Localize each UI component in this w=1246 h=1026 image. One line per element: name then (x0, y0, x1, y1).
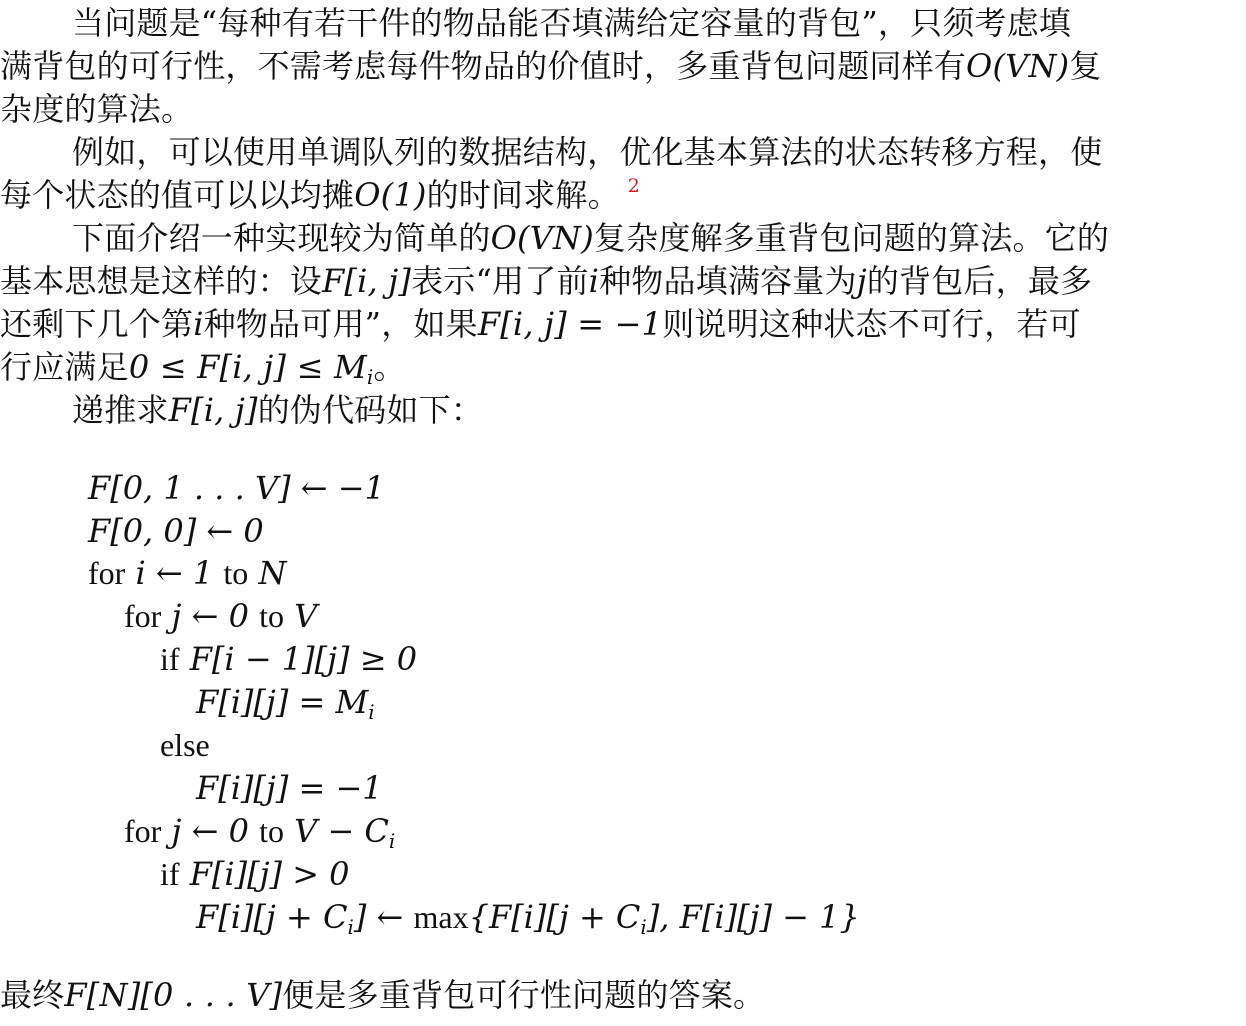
keyword-if: if (160, 641, 180, 677)
var-i: i (193, 305, 204, 343)
paragraph-2-line-1 (72, 131, 1102, 173)
pseudocode-line-10 (160, 853, 350, 895)
keyword-for: for (124, 598, 162, 634)
code-text: {F[i][j + C (468, 898, 641, 936)
subscript: i (366, 365, 374, 389)
keyword-to: to (223, 555, 249, 591)
text: 种物品填满容量为 (599, 262, 857, 300)
text: 行应满足 (0, 348, 129, 386)
code-text: F[i][j] > 0 (189, 855, 350, 893)
paragraph-3-line-4 (0, 346, 406, 388)
keyword-for: for (124, 813, 162, 849)
complexity-math: O(1) (354, 176, 427, 214)
paragraph-3-line-3 (0, 303, 1081, 345)
pseudocode-line-1 (88, 467, 385, 509)
code-text: ] ← (353, 898, 404, 936)
code-text: N (258, 554, 287, 592)
paragraph-4-line-1 (72, 389, 483, 431)
subscript: i (347, 915, 354, 939)
text: 满背包的可行性，不需考虑每件物品的价值时，多重背包问题同样有 (0, 47, 967, 85)
answer-math: F[N][0 . . . V] (64, 976, 283, 1014)
pseudocode-line-9 (124, 810, 395, 852)
text: 复 (1069, 47, 1102, 85)
code-text: i ← 1 (135, 554, 214, 592)
keyword-if: if (160, 856, 180, 892)
code-text: V (294, 597, 318, 635)
text: 递推求 (72, 391, 169, 429)
code-text: F[0, 1 . . . V] ← −1 (88, 469, 385, 507)
pseudocode-line-8 (196, 767, 383, 809)
text: 种物品可用”，如果 (203, 305, 478, 343)
var-j: j (856, 262, 867, 300)
subscript: i (368, 700, 375, 724)
constraint-math: 0 ≤ F[i, j] ≤ M (128, 348, 367, 386)
pseudocode-line-3 (88, 552, 286, 594)
complexity-math: O(VN) (490, 219, 594, 257)
text: 例如，可以使用单调队列的数据结构，优化基本算法的状态转移方程，使 (72, 133, 1103, 171)
code-text: F[i][j] = M (196, 683, 369, 721)
text: 。 (373, 348, 406, 386)
state-math: F[i, j] (322, 262, 412, 300)
text: 最终 (0, 976, 65, 1014)
text: 下面介绍一种实现较为简单的 (72, 219, 491, 257)
paragraph-2-line-2 (0, 174, 640, 216)
keyword-to: to (259, 813, 284, 849)
code-text: F[i][j + C (196, 898, 348, 936)
pseudocode-line-2 (88, 510, 264, 552)
code-text: F[i][j] = −1 (196, 769, 383, 807)
paragraph-1-line-3 (0, 88, 193, 130)
code-text: F[0, 0] ← 0 (88, 512, 264, 550)
text: 杂度的算法。 (0, 90, 194, 128)
keyword-to: to (259, 598, 284, 634)
pseudocode-line-11 (196, 896, 860, 938)
pseudocode-line-6 (196, 681, 375, 723)
paragraph-3-line-1 (72, 217, 1109, 259)
complexity-math: O(VN) (966, 47, 1070, 85)
subscript: i (640, 915, 647, 939)
code-text: j ← 0 (171, 597, 249, 635)
text: 便是多重背包可行性问题的答案。 (282, 976, 766, 1014)
code-text: j ← 0 (171, 812, 249, 850)
code-text: F[i − 1][j] ≥ 0 (189, 640, 418, 678)
text: 还剩下几个第 (0, 305, 194, 343)
var-i: i (588, 262, 600, 300)
keyword-max: max (413, 899, 469, 935)
pseudocode-line-7 (160, 724, 210, 766)
text: 的时间求解。 (426, 176, 620, 214)
conclusion-line (0, 974, 765, 1016)
footnote-marker[interactable]: 2 (627, 175, 641, 197)
text: 表示“用了前 (411, 262, 589, 300)
state-math: F[i, j] (168, 391, 258, 429)
state-math: F[i, j] = −1 (477, 305, 663, 343)
text: 每个状态的值可以以均摊 (0, 176, 355, 214)
code-text: ], F[i][j] − 1} (646, 898, 860, 936)
keyword-else: else (160, 727, 210, 763)
pseudocode-line-4 (124, 595, 317, 637)
text: 的伪代码如下： (257, 391, 484, 429)
keyword-for: for (88, 555, 126, 591)
text: 当问题是“每种有若干件的物品能否填满给定容量的背包”，只须考虑填 (72, 4, 1072, 42)
paragraph-1-line-2 (0, 45, 1102, 87)
paragraph-3-line-2 (0, 260, 1092, 302)
subscript: i (388, 829, 396, 853)
text: 的背包后，最多 (866, 262, 1093, 300)
text: 复杂度解多重背包问题的算法。它的 (593, 219, 1110, 257)
code-text: V − C (294, 812, 389, 850)
paragraph-1-line-1 (72, 2, 1071, 44)
text: 则说明这种状态不可行，若可 (662, 305, 1081, 343)
text: 基本思想是这样的：设 (0, 262, 323, 300)
pseudocode-line-5 (160, 638, 417, 680)
